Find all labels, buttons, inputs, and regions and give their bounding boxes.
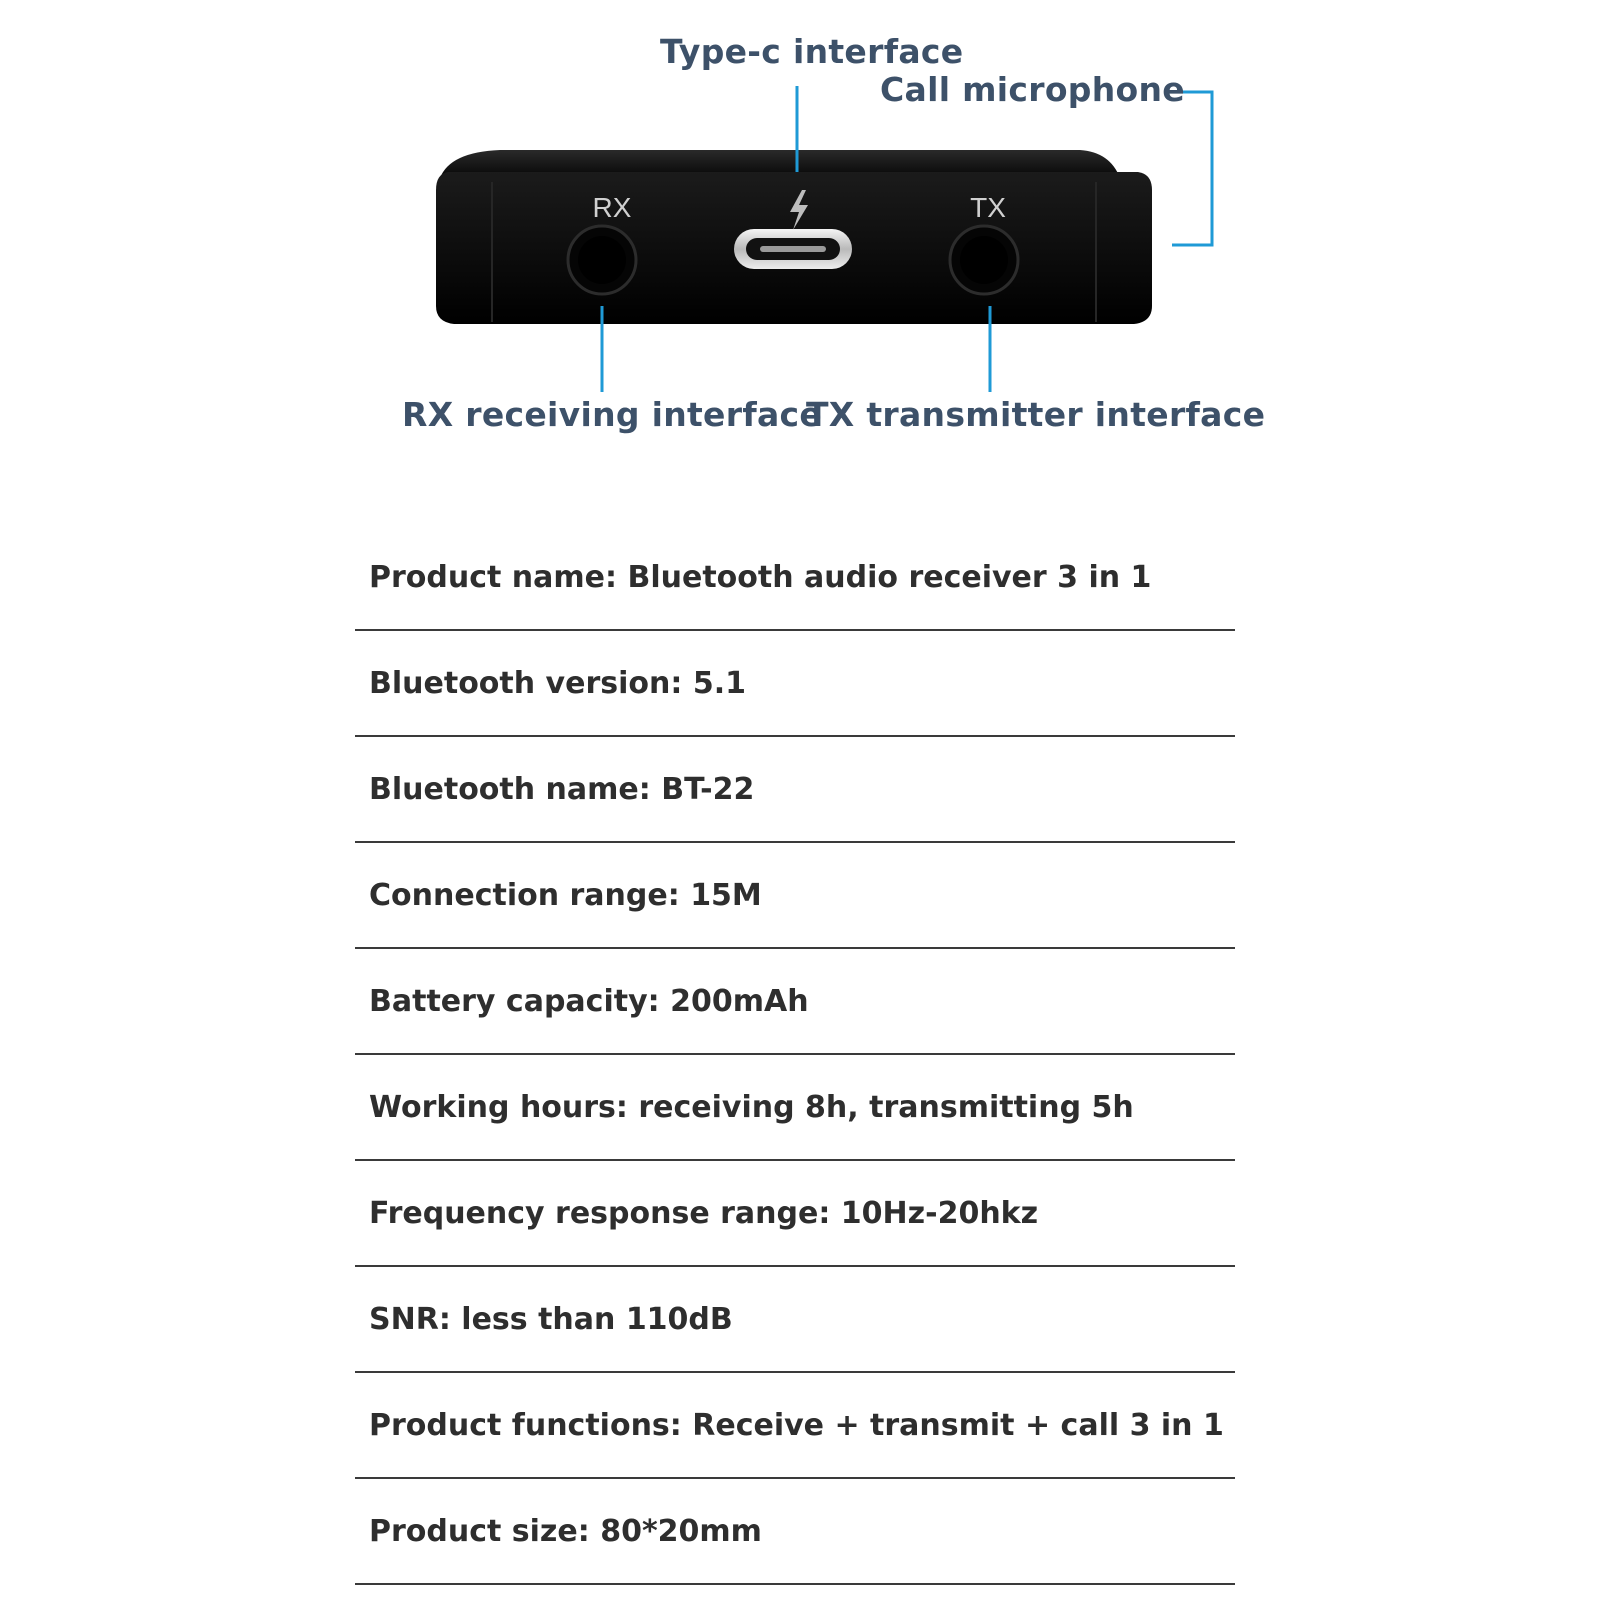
tx-interface-callout: TX transmitter interface bbox=[806, 395, 1266, 434]
spec-value: 80*20mm bbox=[600, 1513, 762, 1549]
call-mic-leader-line bbox=[1172, 92, 1212, 245]
spec-row-product-size bbox=[355, 1479, 1235, 1585]
spec-row-product-functions bbox=[355, 1373, 1235, 1479]
spec-row-connection-range bbox=[355, 843, 1235, 949]
spec-value: Receive + transmit + call 3 in 1 bbox=[692, 1407, 1224, 1443]
spec-label: Product size : bbox=[369, 1514, 600, 1549]
rx-interface-callout: RX receiving interface bbox=[402, 395, 823, 434]
spec-label: Frequency response range : bbox=[369, 1196, 841, 1231]
type-c-contacts bbox=[760, 246, 826, 252]
spec-row-frequency-response bbox=[355, 1161, 1235, 1267]
spec-value: 5.1 bbox=[692, 665, 746, 701]
spec-value: 10Hz-20hkz bbox=[840, 1195, 1039, 1231]
spec-label: Working hours : bbox=[369, 1090, 638, 1125]
spec-row-snr bbox=[355, 1267, 1235, 1373]
spec-row-bluetooth-name bbox=[355, 737, 1235, 843]
spec-row-battery-capacity bbox=[355, 949, 1235, 1055]
spec-value: BT-22 bbox=[661, 771, 755, 807]
rx-jack-hole bbox=[578, 236, 626, 284]
type-c-callout: Type-c interface bbox=[660, 32, 964, 71]
spec-value: 200mAh bbox=[670, 983, 809, 1019]
spec-label: Battery capacity : bbox=[369, 984, 670, 1019]
spec-value: 15M bbox=[690, 877, 762, 913]
spec-label: Bluetooth version : bbox=[369, 666, 693, 701]
spec-label: Product functions : bbox=[369, 1408, 692, 1443]
spec-value: less than 110dB bbox=[461, 1301, 733, 1337]
spec-label: Bluetooth name : bbox=[369, 772, 661, 807]
spec-list bbox=[355, 525, 1235, 1585]
tx-device-label: TX bbox=[970, 192, 1006, 223]
tx-jack-hole bbox=[960, 236, 1008, 284]
spec-row-bluetooth-version bbox=[355, 631, 1235, 737]
spec-row-working-hours bbox=[355, 1055, 1235, 1161]
rx-device-label: RX bbox=[592, 192, 632, 223]
spec-label: SNR : bbox=[369, 1302, 461, 1337]
spec-label: Connection range : bbox=[369, 878, 690, 913]
spec-value: receiving 8h, transmitting 5h bbox=[638, 1089, 1134, 1125]
call-microphone-callout: Call microphone bbox=[880, 70, 1185, 109]
spec-row-product-name bbox=[355, 525, 1235, 631]
spec-value: Bluetooth audio receiver 3 in 1 bbox=[627, 559, 1152, 595]
spec-label: Product name : bbox=[369, 560, 627, 595]
